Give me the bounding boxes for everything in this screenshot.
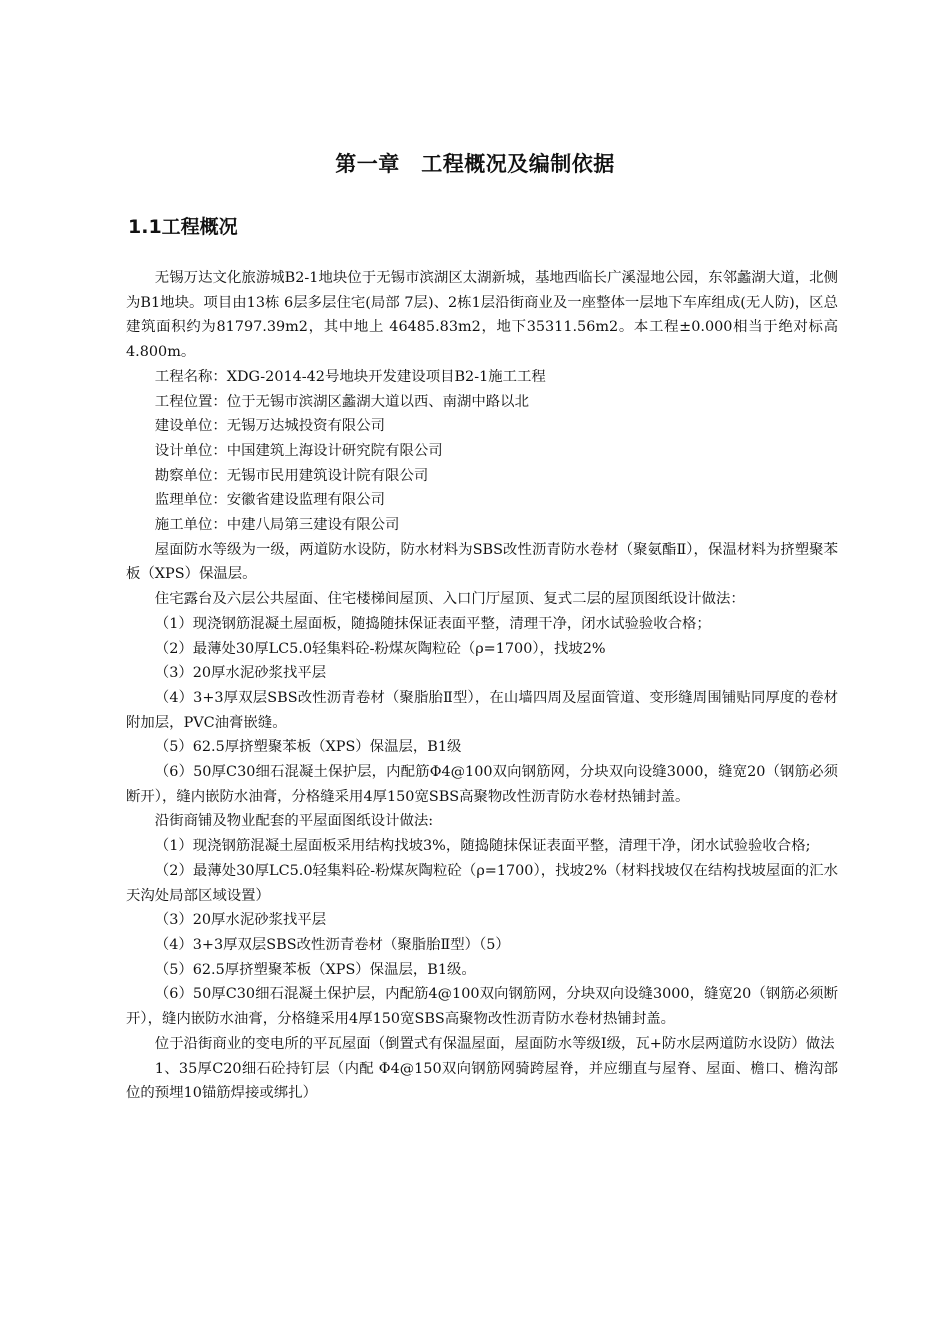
list-item: （1）现浇钢筋混凝土屋面板采用结构找坡3%，随捣随抹保证表面平整，清理干净，闭水试验验收合格; xyxy=(154,838,811,855)
chapter-title: 第一章 工程概况及编制依据 xyxy=(335,152,615,176)
list-item: （5）62.5厚挤塑聚苯板（XPS）保温层，B1级。 xyxy=(154,961,476,978)
list-item: （4）3+3厚双层SBS改性沥青卷材（聚脂胎Ⅱ型）（5） xyxy=(154,936,510,953)
list-item: （4）3+3厚双层SBS改性沥青卷材（聚脂胎Ⅱ型），在山墙四周及屋面管道、变形缝周围铺贴同厚度的卷材附加层，PVC油膏嵌缝。 xyxy=(126,689,838,731)
list-item: （2）最薄处30厚LC5.0轻集料砼-粉煤灰陶粒砼（ρ=1700），找坡2%（材料找坡仅在结构找坡屋面的汇水天沟处局部区域设置） xyxy=(126,862,838,904)
list-item: （6）50厚C30细石混凝土保护层，内配筋Φ4@100双向钢筋网，分块双向设缝3000，缝宽20（钢筋必须断开），缝内嵌防水油膏，分格缝采用4厚150宽SBS高聚物改性沥青防水卷材热铺封盖。 xyxy=(126,764,838,805)
list-item: （2）最薄处30厚LC5.0轻集料砼-粉煤灰陶粒砼（ρ=1700），找坡2% xyxy=(154,640,606,657)
paragraph-designer: 设计单位：中国建筑上海设计研究院有限公司 xyxy=(154,442,443,459)
paragraph-roof-waterproofing: 屋面防水等级为一级，两道防水设防，防水材料为SBS改性沥青防水卷材（聚氨酯Ⅱ），保温材料为挤塑聚苯板（XPS）保温层。 xyxy=(126,541,838,583)
paragraph-commercial-roof-heading: 沿街商铺及物业配套的平屋面图纸设计做法: xyxy=(154,813,434,830)
paragraph-project-location: 工程位置：位于无锡市滨湖区蠡湖大道以西、南湖中路以北 xyxy=(154,393,529,410)
paragraph-project-name: 工程名称：XDG-2014-42号地块开发建设项目B2-1施工工程 xyxy=(154,368,546,385)
paragraph-surveyor: 勘察单位：无锡市民用建筑设计院有限公司 xyxy=(154,467,429,484)
paragraph-overview: 无锡万达文化旅游城B2-1地块位于无锡市滨湖区太湖新城，基地西临长广溪湿地公园，东邻蠡湖大道，北侧为B1地块。项目由13栋 6层多层住宅(局部 7层)、2栋1层沿街商业及一座整体一层地下车库组成(无人防)，区总建筑面积约为81797.39m2，其中地上 46485.83m2，地下35311.56m2。本工程±0.000相当于绝对标高4.800m。 xyxy=(126,270,838,361)
list-item: （5）62.5厚挤塑聚苯板（XPS）保温层，B1级 xyxy=(154,739,462,756)
paragraph-tile-roof-heading: 位于沿街商业的变电所的平瓦屋面（倒置式有保温屋面，屋面防水等级Ⅰ级，瓦+防水层两道防水设防）做法 xyxy=(154,1035,835,1052)
list-item: （6）50厚C30细石混凝土保护层，内配筋4@100双向钢筋网，分块双向设缝3000，缝宽20（钢筋必须断开），缝内嵌防水油膏，分格缝采用4厚150宽SBS高聚物改性沥青防水卷材热铺封盖。 xyxy=(126,986,838,1028)
list-item: 1、35厚C20细石砼持钉层（内配 Φ4@150双向钢筋网骑跨屋脊，并应绷直与屋脊、屋面、檐口、檐沟部位的预埋10锚筋焊接或绑扎） xyxy=(126,1060,838,1102)
paragraph-owner: 建设单位：无锡万达城投资有限公司 xyxy=(154,418,386,435)
list-item: （3）20厚水泥砂浆找平层 xyxy=(154,665,327,682)
body-text xyxy=(126,266,838,1106)
section-title: 1.1工程概况 xyxy=(128,216,238,238)
paragraph-supervisor: 监理单位：安徽省建设监理有限公司 xyxy=(154,492,386,509)
list-item: （3）20厚水泥砂浆找平层 xyxy=(154,912,327,929)
paragraph-contractor: 施工单位：中建八局第三建设有限公司 xyxy=(154,517,400,534)
paragraph-residential-roof-heading: 住宅露台及六层公共屋面、住宅楼梯间屋顶、入口门厅屋顶、复式二层的屋顶图纸设计做法： xyxy=(154,591,745,608)
list-item: （1）现浇钢筋混凝土屋面板，随捣随抹保证表面平整，清理干净，闭水试验验收合格； xyxy=(154,615,711,632)
